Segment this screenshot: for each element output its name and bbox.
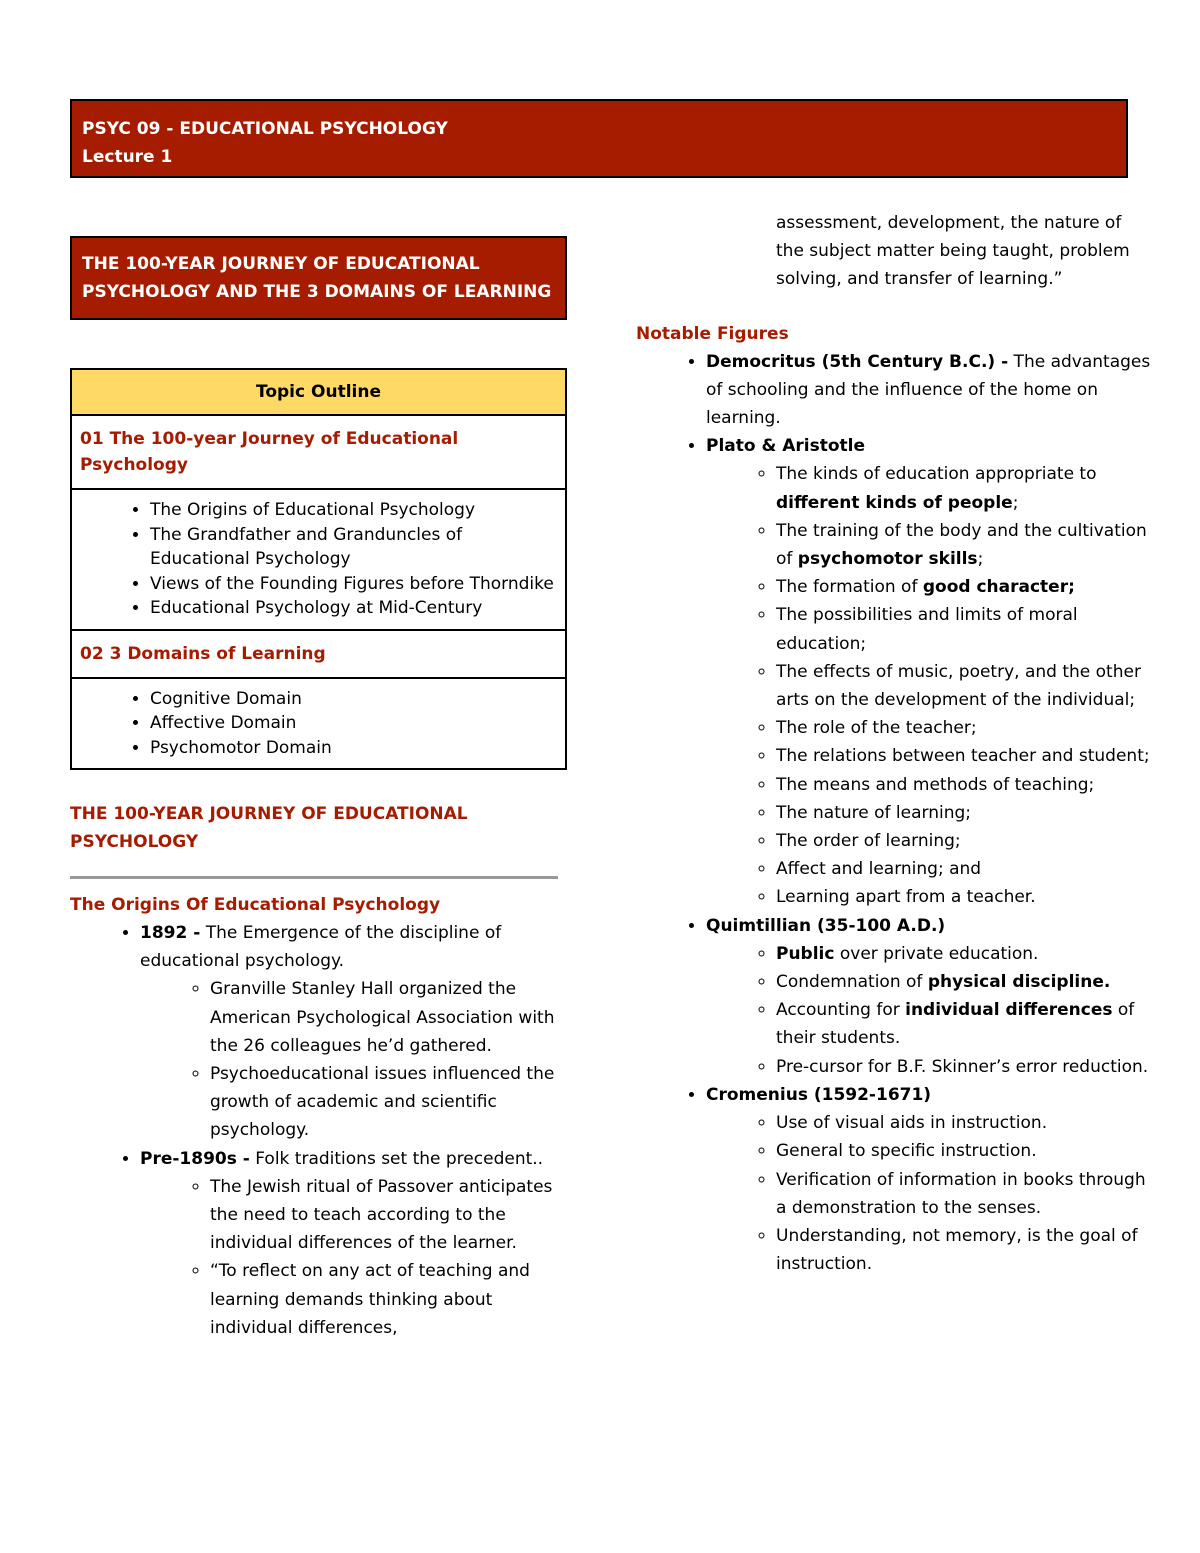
item-label: 1892 -: [140, 923, 201, 943]
outline-section-1-list: [71, 489, 566, 630]
outline-section-2: 02 3 Domains of Learning: [71, 630, 566, 678]
list-item: ◦ Pre-cursor for B.F. Skinner’s error reduction.: [776, 1053, 1156, 1081]
list-item: [140, 919, 570, 1145]
list-item: ◦ The Jewish ritual of Passover anticipates the need to teach according to the individual differences of the learner.: [210, 1173, 570, 1258]
list-item: [706, 1081, 1156, 1278]
origins-heading: The Origins Of Educational Psychology: [70, 895, 441, 915]
origins-list: [70, 919, 570, 1342]
list-item: ◦ Accounting for individual differences of their students.: [776, 996, 1156, 1052]
list-item: ◦ The training of the body and the cultivation of psychomotor skills;: [776, 517, 1156, 573]
list-item: ◦ General to specific instruction.: [776, 1137, 1156, 1165]
list-item: ◦ Public over private education.: [776, 940, 1156, 968]
notable-figures-list: [636, 348, 1156, 1279]
item-text: The Emergence of the discipline of educational psychology.: [140, 923, 502, 972]
lecture-title-box: THE 100-YEAR JOURNEY OF EDUCATIONAL PSYCHOLOGY AND THE 3 DOMAINS OF LEARNING: [70, 236, 567, 320]
left-column: [70, 236, 570, 1342]
list-item: ◦ Verification of information in books through a demonstration to the senses.: [776, 1166, 1156, 1222]
item-label: Plato & Aristotle: [706, 436, 866, 457]
list-item: ◦ Understanding, not memory, is the goal of instruction.: [776, 1222, 1156, 1278]
list-item: ◦ Psychoeducational issues influenced the growth of academic and scientific psychology.: [210, 1060, 570, 1145]
right-column: [636, 209, 1156, 1278]
course-header-banner: [70, 99, 1128, 178]
section-divider: [70, 876, 558, 879]
list-item: • Educational Psychology at Mid-Century: [150, 596, 557, 621]
list-item: ◦ The kinds of education appropriate to different kinds of people;: [776, 460, 1156, 516]
item-label: Quimtillian (35-100 A.D.): [706, 915, 946, 936]
list-item: ◦ The relations between teacher and student;: [776, 742, 1156, 770]
outline-section-2-list: [71, 678, 566, 770]
item-label: Democritus (5th Century B.C.) -: [706, 351, 1009, 372]
item-label: Pre-1890s -: [140, 1148, 250, 1169]
quote-continuation: assessment, development, the nature of the subject matter being taught, problem solving, and transfer of learning.”: [776, 213, 1130, 290]
item-text: Folk traditions set the precedent..: [249, 1148, 544, 1169]
list-item: [706, 912, 1156, 1081]
list-item: ◦ The order of learning;: [776, 827, 1156, 855]
journey-heading: THE 100-YEAR JOURNEY OF EDUCATIONAL PSYCHOLOGY: [70, 804, 468, 852]
list-item: ◦ The nature of learning;: [776, 799, 1156, 827]
item-text: The advantages of schooling and the influence of the home on learning.: [706, 351, 1151, 429]
list-item: ◦ The possibilities and limits of moral education;: [776, 601, 1156, 657]
outline-section-1: 01 The 100-year Journey of Educational Psychology: [71, 415, 566, 489]
list-item: • Cognitive Domain: [150, 687, 557, 712]
topic-outline-heading: Topic Outline: [71, 369, 566, 415]
list-item: ◦ Affect and learning; and: [776, 855, 1156, 883]
list-item: ◦ Use of visual aids in instruction.: [776, 1109, 1156, 1137]
list-item: [706, 432, 1156, 911]
list-item: [706, 348, 1156, 433]
list-item: [140, 1145, 570, 1342]
list-item: ◦ Learning apart from a teacher.: [776, 883, 1156, 911]
list-item: • Affective Domain: [150, 711, 557, 736]
list-item: ◦ The role of the teacher;: [776, 714, 1156, 742]
item-label: Cromenius (1592-1671): [706, 1084, 932, 1105]
list-item: • Views of the Founding Figures before Thorndike: [150, 572, 557, 597]
list-item: ◦ The means and methods of teaching;: [776, 771, 1156, 799]
list-item: • Psychomotor Domain: [150, 736, 557, 761]
list-item: ◦ The effects of music, poetry, and the other arts on the development of the individual;: [776, 658, 1156, 714]
course-title: PSYC 09 - EDUCATIONAL PSYCHOLOGY: [82, 119, 448, 139]
topic-outline-table: [70, 368, 567, 770]
list-item: ◦ The formation of good character;: [776, 573, 1156, 601]
list-item: ◦ “To reflect on any act of teaching and learning demands thinking about individual differences,: [210, 1257, 570, 1342]
list-item: ◦ Granville Stanley Hall organized the American Psychological Association with the 26 colleagues he’d gathered.: [210, 975, 570, 1060]
list-item: ◦ Condemnation of physical discipline.: [776, 968, 1156, 996]
lecture-label: Lecture 1: [82, 147, 173, 167]
list-item: • The Grandfather and Granduncles of Educational Psychology: [150, 523, 557, 572]
notable-figures-heading: Notable Figures: [636, 323, 789, 344]
list-item: • The Origins of Educational Psychology: [150, 498, 557, 523]
